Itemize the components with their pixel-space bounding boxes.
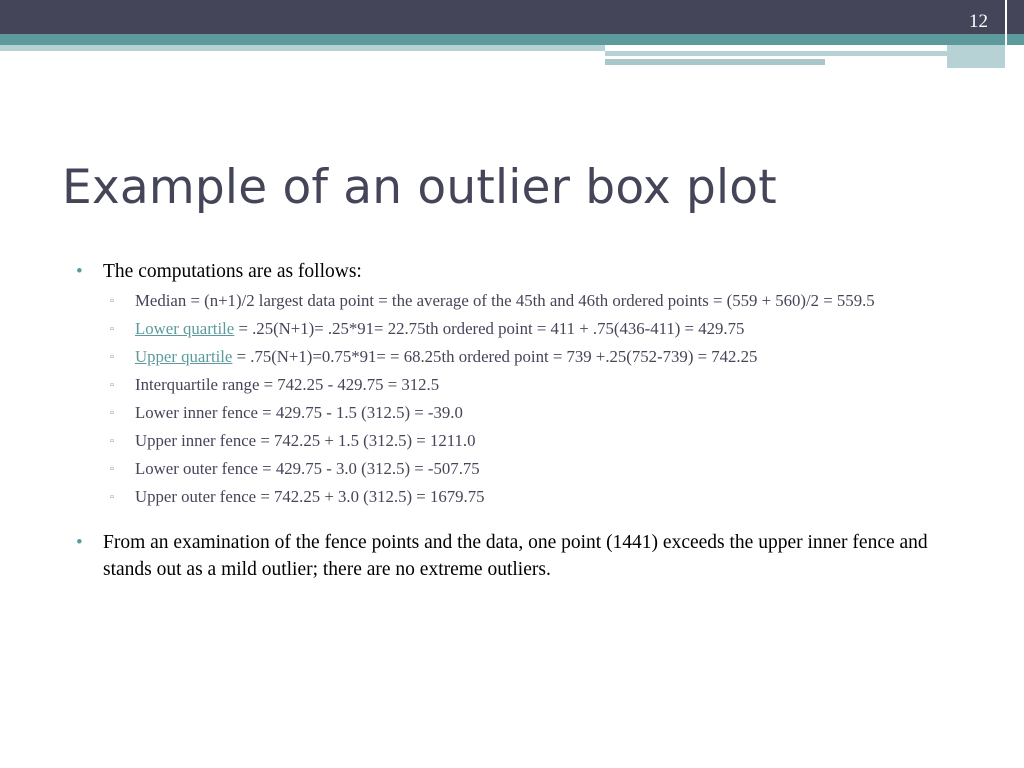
median-text: Median = (n+1)/2 largest data point = the average of the 45th and 46th ordered points = (559 + 560)/2 = 559.5 xyxy=(135,291,875,310)
square-bullet-icon: ▫ xyxy=(110,351,114,363)
square-bullet-icon: ▫ xyxy=(110,407,114,419)
upper-outer-fence-text: Upper outer fence = 742.25 + 3.0 (312.5) = 1679.75 xyxy=(135,487,485,506)
bullet-item xyxy=(76,258,976,285)
square-bullet-icon: ▫ xyxy=(110,379,114,391)
header-divider xyxy=(1005,0,1007,70)
list-item xyxy=(110,457,976,481)
decoration-block xyxy=(947,45,1005,68)
sub-list xyxy=(76,289,976,509)
bullet-text: The computations are as follows: xyxy=(103,261,362,282)
header-bar xyxy=(0,0,1024,34)
list-item xyxy=(110,289,976,313)
square-bullet-icon: ▫ xyxy=(110,435,114,447)
bullet-text: From an examination of the fence points and the data, one point (1441) exceeds the upper inner fence and stands out as a mild outlier; there are no extreme outliers. xyxy=(103,532,928,580)
header-stripe-light xyxy=(0,45,605,51)
slide-content xyxy=(76,258,976,583)
upper-quartile-link[interactable]: Upper quartile xyxy=(135,347,233,366)
list-item xyxy=(110,317,976,341)
lower-quartile-text: = .25(N+1)= .25*91= 22.75th ordered point = 411 + .75(436-411) = 429.75 xyxy=(234,319,745,338)
decoration-line xyxy=(605,59,825,65)
list-item xyxy=(110,345,976,369)
lower-outer-fence-text: Lower outer fence = 429.75 - 3.0 (312.5) = -507.75 xyxy=(135,459,480,478)
bullet-dot-icon: • xyxy=(76,261,83,282)
upper-inner-fence-text: Upper inner fence = 742.25 + 1.5 (312.5) = 1211.0 xyxy=(135,431,476,450)
list-item xyxy=(110,429,976,453)
decoration-line xyxy=(605,51,947,56)
upper-quartile-text: = .75(N+1)=0.75*91= = 68.25th ordered point = 739 +.25(752-739) = 742.25 xyxy=(232,347,758,366)
bullet-item xyxy=(76,529,976,583)
list-item xyxy=(110,401,976,425)
square-bullet-icon: ▫ xyxy=(110,323,114,335)
square-bullet-icon: ▫ xyxy=(110,491,114,503)
header-stripe xyxy=(0,34,1024,45)
iqr-text: Interquartile range = 742.25 - 429.75 = 312.5 xyxy=(135,375,440,394)
square-bullet-icon: ▫ xyxy=(110,295,114,307)
lower-quartile-link[interactable]: Lower quartile xyxy=(135,319,235,338)
bullet-dot-icon: • xyxy=(76,532,83,553)
list-item xyxy=(110,485,976,509)
page-number: 12 xyxy=(969,11,988,32)
lower-inner-fence-text: Lower inner fence = 429.75 - 1.5 (312.5) = -39.0 xyxy=(135,403,463,422)
header-decoration xyxy=(605,45,1005,68)
square-bullet-icon: ▫ xyxy=(110,463,114,475)
list-item xyxy=(110,373,976,397)
slide-title: Example of an outlier box plot xyxy=(62,160,777,215)
